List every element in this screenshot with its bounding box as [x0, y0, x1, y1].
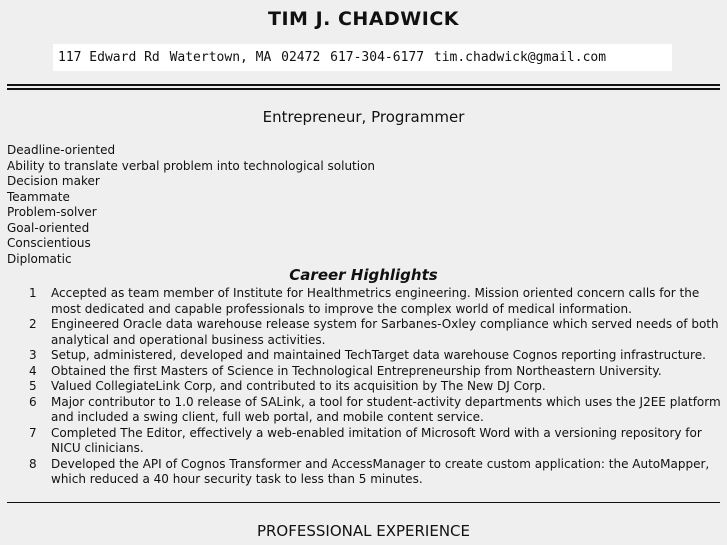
highlight-text: Valued CollegiateLink Corp, and contributed to its acquisition by The New DJ Corp.	[51, 379, 546, 393]
trait-item: Ability to translate verbal problem into technological solution	[7, 158, 376, 173]
highlight-item	[29, 379, 721, 395]
trait-item: Goal-oriented	[7, 220, 90, 235]
highlight-number: 7	[29, 425, 37, 440]
section-divider	[7, 502, 720, 503]
professional-experience-title: PROFESSIONAL EXPERIENCE	[256, 522, 471, 540]
highlight-text: Obtained the first Masters of Science in Technological Entrepreneurship from Northeastern University.	[51, 363, 662, 378]
highlight-number: 4	[29, 363, 37, 378]
contact-street: 117 Edward Rd	[58, 50, 160, 65]
highlight-number: 2	[29, 317, 37, 331]
contact-email: tim.chadwick@gmail.com	[433, 50, 607, 65]
traits-list	[7, 143, 375, 267]
contact-bar	[53, 44, 672, 71]
trait-item: Teammate	[7, 189, 70, 204]
contact-zip: 02472	[281, 50, 321, 65]
career-highlights-list	[29, 286, 721, 488]
highlight-text: Accepted as team member of Institute for Healthmetrics engineering. Mission oriented concern calls for the most dedicated and capable professionals to improve the complex world of medical information.	[51, 286, 700, 316]
highlight-item	[29, 426, 721, 457]
trait-item: Conscientious	[7, 236, 91, 250]
highlight-text: Setup, administered, developed and maintained TechTarget data warehouse Cognos reporting infrastructure.	[51, 348, 706, 362]
highlight-item	[29, 286, 721, 317]
highlight-number: 8	[29, 456, 37, 471]
trait-item: Diplomatic	[7, 251, 72, 266]
highlight-item	[29, 395, 721, 426]
highlight-text: Developed the API of Cognos Transformer and AccessManager to create custom application: the AutoMapper, which reduced a 40 hour security task to less than 5 minutes.	[51, 456, 710, 486]
career-highlights-title: Career Highlights	[289, 266, 438, 284]
trait-item: Decision maker	[7, 174, 100, 188]
contact-city-state: Watertown, MA	[169, 50, 272, 65]
highlight-text: Major contributor to 1.0 release of SALink, a tool for student-activity departments which uses the J2EE platform and included a swing client, full web portal, and mobile content service.	[51, 394, 721, 424]
highlight-text: Completed The Editor, effectively a web-enabled imitation of Microsoft Word with a versioning repository for NICU clinicians.	[51, 425, 702, 455]
highlight-item	[29, 317, 721, 348]
contact-phone: 617-304-6177	[330, 50, 425, 65]
headline: Entrepreneur, Programmer	[262, 108, 465, 126]
highlight-text: Engineered Oracle data warehouse release system for Sarbanes-Oxley compliance which served needs of both analytical and operational business activities.	[51, 317, 719, 347]
highlight-number: 5	[29, 379, 37, 393]
highlight-number: 6	[29, 394, 37, 409]
highlight-item	[29, 364, 721, 380]
highlight-item	[29, 457, 721, 488]
highlight-number: 1	[29, 286, 37, 300]
resume-name: TIM J. CHADWICK	[268, 8, 459, 30]
highlight-item	[29, 348, 721, 364]
trait-item: Deadline-oriented	[7, 143, 116, 157]
highlight-number: 3	[29, 348, 37, 362]
trait-item: Problem-solver	[7, 205, 97, 219]
header-divider	[7, 84, 720, 90]
